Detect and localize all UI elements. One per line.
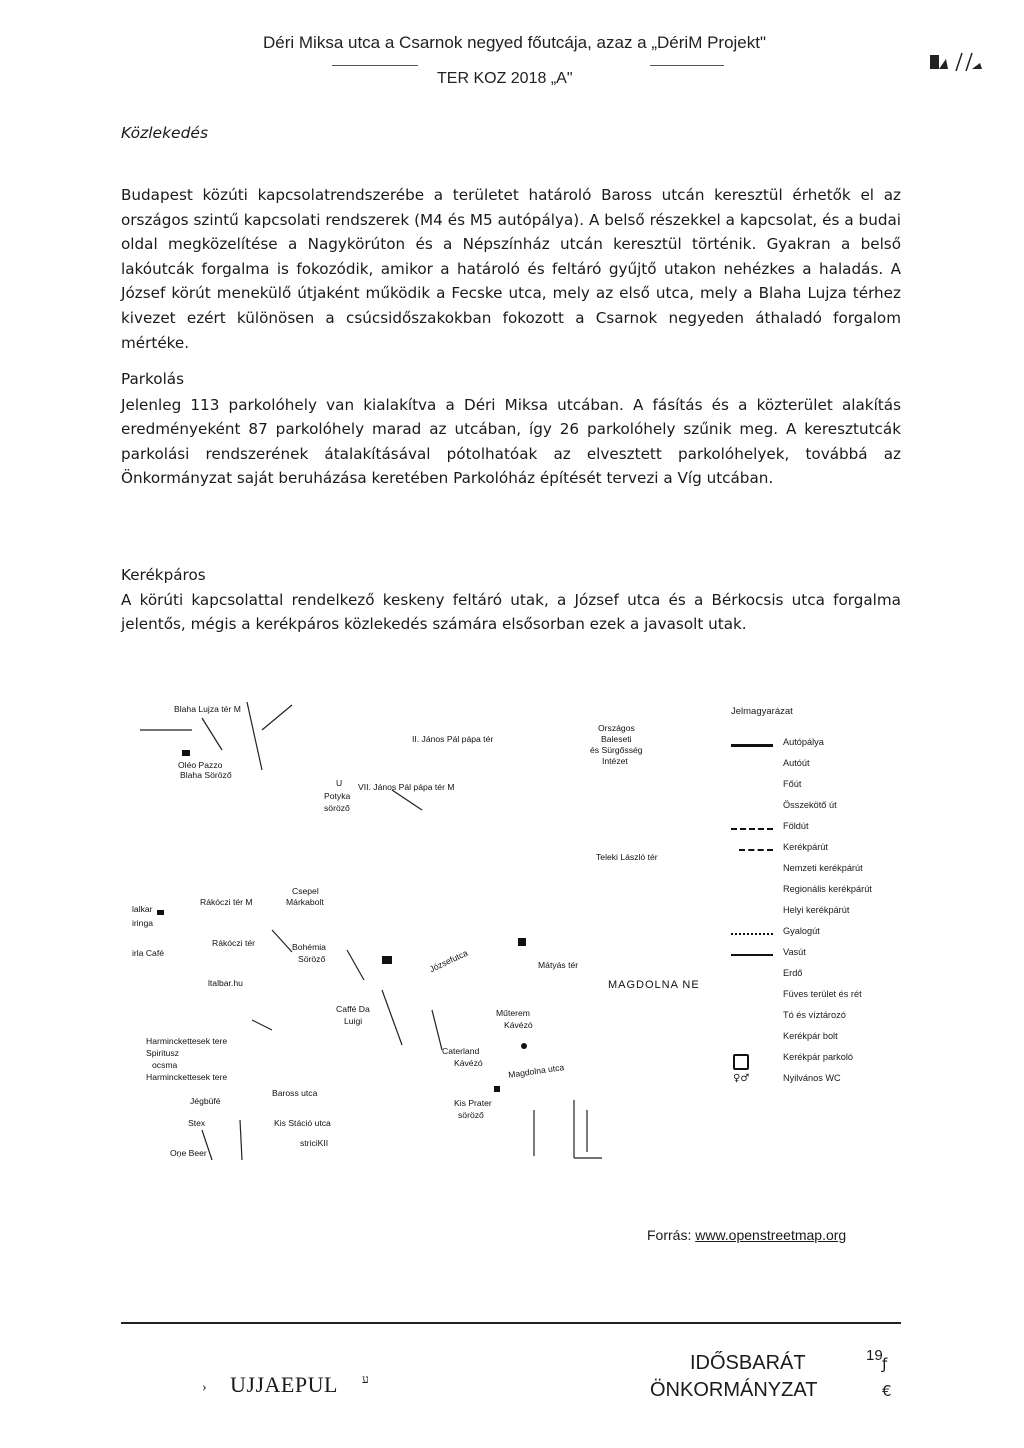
map-label: VII. János Pál pápa tér M (358, 782, 455, 792)
wc-icon: ♀♂ (733, 1073, 750, 1084)
legend-label: Kerékpárút (783, 842, 828, 852)
legend-label: Regionális kerékpárút (783, 884, 872, 894)
map-label: Oléo Pazzo (178, 760, 223, 770)
left-brand-mark-icon: ע (362, 1372, 369, 1386)
legend-title: Jelmagyarázat (731, 706, 793, 717)
legend-row (725, 884, 915, 900)
map-label: Potyka (324, 791, 351, 801)
right-brand-line2: ÖNKORMÁNYZAT (650, 1379, 818, 1401)
map-label: Stex (188, 1118, 206, 1128)
map-label: és Sürgősség (590, 745, 643, 755)
legend-symbol (731, 828, 773, 830)
legend-label: Vasút (783, 947, 806, 957)
map-label: Mátyás tér (538, 960, 579, 970)
legend-row (725, 905, 915, 921)
map-label: Csepel (292, 886, 319, 896)
map-label: Kis Stáció utca (274, 1118, 331, 1128)
source-prefix: Forrás: (647, 1227, 696, 1243)
map-label: Teleki László tér (596, 852, 658, 862)
map-label: Blaha Söröző (180, 770, 232, 780)
legend-label: Autóút (783, 758, 810, 768)
section-heading: Közlekedés (121, 124, 209, 142)
map-label: MAGDOLNA NE (608, 979, 700, 991)
bike-text: A körúti kapcsolattal rendelkező keskeny feltáró utak, a József utca és a Bérkocsis utca forgalma jelentős, mégis a kerékpáros közlekedés számára elsősorban ezek a javasolt utak. (121, 590, 901, 634)
legend-label: Nyilvános WC (783, 1073, 841, 1083)
legend-label: Gyalogút (783, 926, 820, 936)
bike-title: Kerékpáros (121, 566, 206, 584)
header-rule-right (650, 65, 724, 66)
map-label: Józsefutca (427, 947, 470, 975)
map-label: lalkar (132, 904, 153, 914)
map-label: Intézet (602, 756, 628, 766)
map-label: II. János Pál pápa tér (412, 734, 494, 744)
map-label: irla Café (132, 948, 164, 958)
map-label: Baross utca (272, 1088, 318, 1098)
right-brand-mark-icon: ƒ (882, 1355, 888, 1373)
source-link[interactable]: www.openstreetmap.org (695, 1227, 847, 1243)
map-label: Baleseti (601, 734, 632, 744)
map-label: Söröző (298, 954, 326, 964)
intro-paragraph (121, 183, 901, 355)
map-label: söröző (458, 1110, 484, 1120)
map-label: söröző (324, 803, 350, 813)
legend-row (725, 863, 915, 879)
source-citation (647, 1227, 846, 1243)
parking-title: Parkolás (121, 370, 185, 388)
legend-label: Füves terület és rét (783, 989, 862, 999)
legend-label: Tó és víztározó (783, 1010, 846, 1020)
area-map (132, 690, 700, 1160)
document-header-title: Déri Miksa utca a Csarnok negyed főutcája, azaz a „DériM Projekt" (263, 33, 767, 52)
right-brand-mark-icon: € (882, 1382, 892, 1400)
legend-row (725, 1031, 915, 1047)
legend-symbol (739, 849, 773, 851)
map-label: Kávézó (454, 1058, 483, 1068)
map-label: Jégbüfé (190, 1096, 221, 1106)
map-label: ltalbar.hu (208, 978, 243, 988)
legend-symbol (731, 933, 773, 935)
map-label: striciKII (300, 1138, 329, 1148)
legend-label: Autópálya (783, 737, 824, 747)
legend-row (725, 758, 915, 774)
map-label: Spiritusz (146, 1048, 179, 1058)
legend-symbol (731, 744, 773, 747)
bike-section (121, 563, 901, 637)
legend-row (725, 1010, 915, 1026)
document-header-subtitle: TER KOZ 2018 „A" (437, 70, 573, 87)
map-label: Caffé Da (336, 1004, 370, 1014)
map-label: Oņe Beer (170, 1148, 207, 1158)
map-label: Luigi (344, 1016, 363, 1026)
map-label: Harminckettesek tere (146, 1036, 228, 1046)
legend-label: Helyi kerékpárút (783, 905, 850, 915)
map-label: Bohémia (292, 942, 326, 952)
intro-text: Budapest közúti kapcsolatrendszerébe a területet határoló Baross utcán keresztül érhetők el az országos szintű kapcsolati rendszerek (M4 és M5 autópálya). A belső részekkel a kapcsolat, és a budai oldal megközelítése a Nagykörúton és a Népszínház utcán keresztül történik. Gyakran a belső lakóutcák forgalma is fokozódik, amikor a határoló és feltáró gyűjtő utakon nehézkes a haladás. A József körút menekülő útjaként működik a Fecske utca, mely az első utca, mely a Blaha Lujza térhez kivezet ezért különösen a csúcsidőszakokban fokozott a Csarnok negyeden áthaladó forgalom mértéke. (121, 186, 901, 352)
legend-row (725, 1052, 915, 1068)
legend-row (725, 947, 915, 963)
map-label: Országos (598, 723, 635, 733)
map-label: Rákóczi tér (212, 938, 255, 948)
map-label: Harminckettesek tere (146, 1072, 228, 1082)
map-label: iringa (132, 918, 154, 928)
page-number: 19 (866, 1347, 883, 1364)
legend-symbol (731, 954, 773, 956)
map-label: Rákóczi tér M (200, 897, 253, 907)
legend-row (725, 989, 915, 1005)
legend-label: Erdő (783, 968, 803, 978)
map-label: Caterland (442, 1046, 480, 1056)
legend-row (725, 968, 915, 984)
legend-row (725, 926, 915, 942)
map-label: ocsma (152, 1060, 178, 1070)
legend-row (725, 821, 915, 837)
footer-rule (121, 1322, 901, 1324)
map-label: U (336, 778, 343, 788)
header-rule-left (332, 65, 418, 66)
legend-row (725, 800, 915, 816)
map-label: Kávézó (504, 1020, 533, 1030)
legend-row (725, 1073, 915, 1089)
bike-parking-icon (733, 1054, 749, 1070)
legend-row (725, 842, 915, 858)
left-brand-name: UJJAEPUL (230, 1372, 338, 1397)
legend-label: Főút (783, 779, 802, 789)
left-brand-mark-icon: › (202, 1380, 207, 1395)
legend-row (725, 779, 915, 795)
map-label: Kis Prater (454, 1098, 492, 1108)
legend-label: Összekötő út (783, 800, 837, 810)
right-brand-line1: IDŐSBARÁT (690, 1352, 806, 1374)
corner-logo-icon (928, 49, 984, 75)
map-label: Márkabolt (286, 897, 324, 907)
legend-label: Kerékpár bolt (783, 1031, 838, 1041)
map-label: Magdolna utca (507, 1062, 565, 1080)
legend-label: Nemzeti kerékpárút (783, 863, 863, 873)
map-label: Műterem (496, 1008, 530, 1018)
legend-row (725, 737, 915, 753)
map-label: Blaha Lujza tér M (174, 704, 241, 714)
parking-text: Jelenleg 113 parkolóhely van kialakítva a Déri Miksa utcában. A fásítás és a közterület alakítás eredményeként 87 parkolóhely marad az utcában, így 26 parkolóhely szűnik meg. A keresztutcák parkolási rendszerének átalakításával pótolhatóak az elvesztett parkolóhelyek, továbbá az Önkormányzat saját beruházása keretében Parkolóház építését tervezi a Víg utcában. (121, 395, 901, 488)
legend-label: Földút (783, 821, 809, 831)
legend-label: Kerékpár parkoló (783, 1052, 853, 1062)
parking-section (121, 367, 901, 491)
